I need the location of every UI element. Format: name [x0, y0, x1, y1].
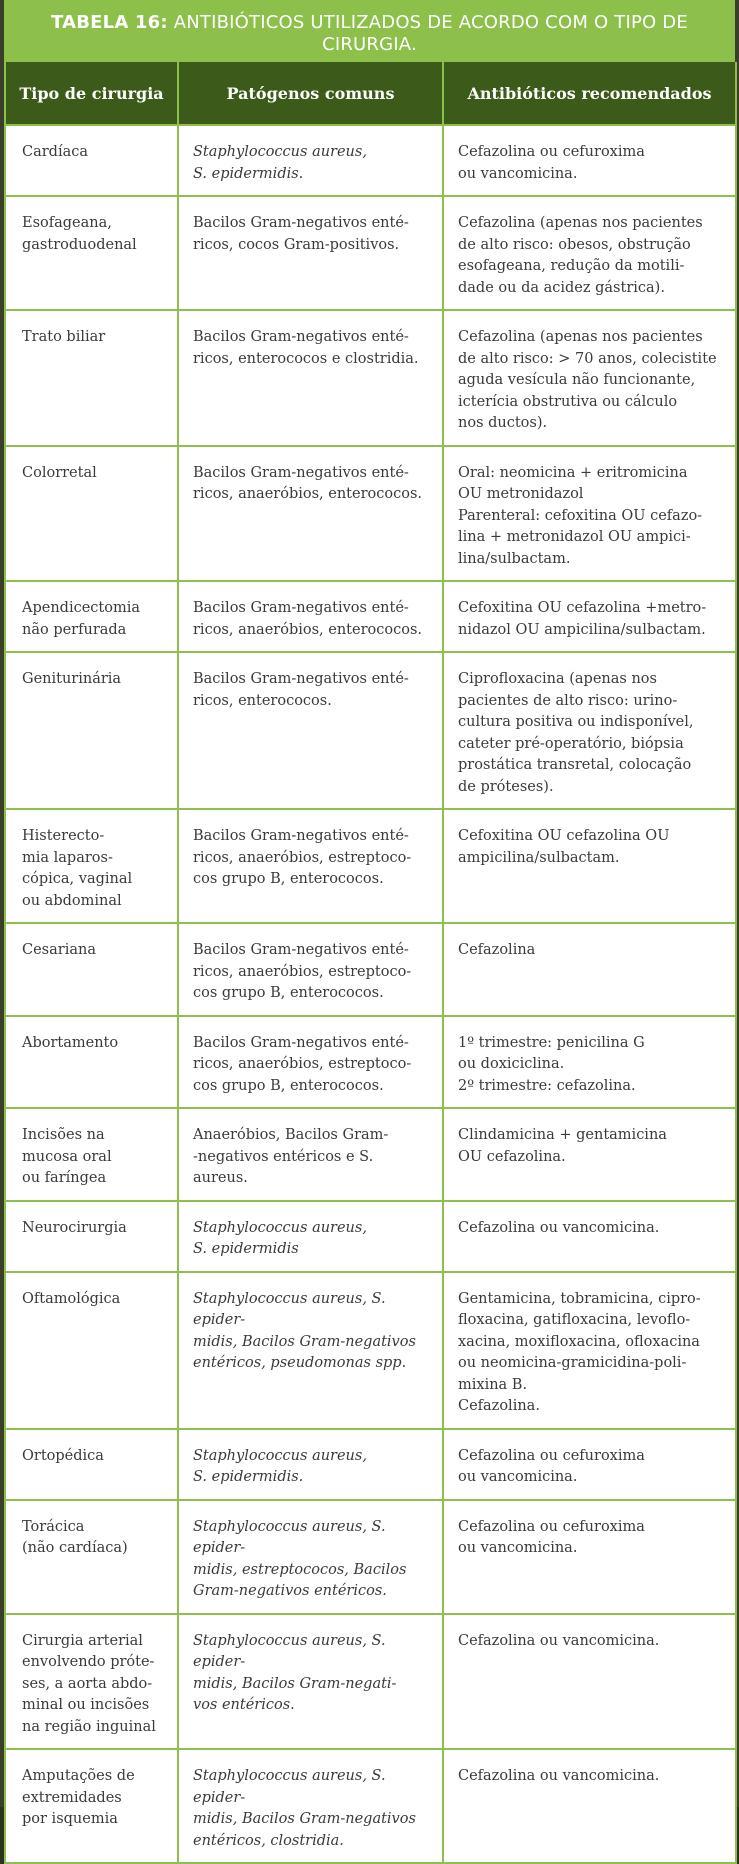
pathogens-cell — [178, 652, 443, 809]
table-row — [5, 652, 736, 809]
antibiotics-cell-text: Cefazolina ou cefuroxima ou vancomicina. — [458, 1518, 645, 1556]
antibiotics-cell-text: Ciprofloxacina (apenas nos pacientes de alto risco: urino- cultura positiva ou indisponível, cateter pré-operatório, biópsia prostática transretal, colocação de próteses). — [458, 671, 694, 795]
antibiotics-cell — [443, 1108, 736, 1201]
surgery-type-cell — [5, 923, 178, 1016]
surgery-type-cell-text: Incisões na mucosa oral ou faríngea — [22, 1127, 112, 1186]
pathogens-cell-text: Bacilos Gram-negativos enté- ricos, anaeróbios, enterococos. — [193, 600, 422, 638]
pathogens-cell — [178, 1108, 443, 1201]
antibiotics-cell — [443, 1201, 736, 1272]
pathogens-cell-text: Bacilos Gram-negativos enté- ricos, anaeróbios, estreptoco- cos grupo B, enterococos. — [193, 1034, 412, 1094]
pathogens-cell-text: Bacilos Gram-negativos enté- ricos, enterococos e clostridia. — [193, 329, 419, 367]
table-row — [5, 1500, 736, 1614]
pathogens-cell-text: Staphylococcus aureus, S. epidermidis — [193, 1219, 367, 1257]
surgery-type-cell-text: Abortamento — [22, 1034, 119, 1051]
surgery-type-cell — [5, 1614, 178, 1750]
surgery-type-cell-text: Cirurgia arterial envolvendo próte- ses, a aorta abdo- minal ou incisões na região inguinal — [22, 1632, 156, 1735]
antibiotics-cell-text: Oral: neomicina + eritromicina OU metronidazol Parenteral: cefoxitina OU cefazo- lina + metronidazol OU ampici- lina/sulbactam. — [458, 464, 703, 567]
pathogens-cell-text: Staphylococcus aureus, S. epidermidis. — [193, 144, 367, 182]
antibiotics-cell — [443, 310, 736, 446]
surgery-type-cell — [5, 581, 178, 652]
pathogens-cell-text: Bacilos Gram-negativos enté- ricos, enterococos. — [193, 671, 409, 709]
table-row — [5, 310, 736, 446]
surgery-type-cell — [5, 1201, 178, 1272]
surgery-type-cell-text: Apendicectomia não perfurada — [22, 600, 141, 638]
pathogens-cell — [178, 1016, 443, 1109]
table-row — [5, 581, 736, 652]
antibiotics-cell — [443, 1500, 736, 1614]
antibiotics-cell-text: Cefazolina (apenas nos pacientes de alto risco: obesos, obstrução esofageana, redução da motili- dade ou da acidez gástrica). — [458, 215, 703, 296]
surgery-type-cell-text: Cesariana — [22, 942, 96, 958]
surgery-type-cell — [5, 1749, 178, 1863]
header-surgery-type: Tipo de cirurgia — [5, 62, 178, 125]
antibiotics-cell — [443, 581, 736, 652]
antibiotics-cell-text: Cefoxitina OU cefazolina +metro- nidazol OU ampicilina/sulbactam. — [458, 600, 707, 638]
antibiotics-cell — [443, 196, 736, 310]
table-row — [5, 196, 736, 310]
pathogens-cell-text: Bacilos Gram-negativos enté- ricos, anaeróbios, estreptoco- cos grupo B, enterococos. — [193, 828, 412, 887]
pathogens-cell — [178, 923, 443, 1016]
table-row — [5, 1749, 736, 1863]
surgery-type-cell — [5, 1500, 178, 1614]
pathogens-cell-text: Bacilos Gram-negativos enté- ricos, cocos Gram-positivos. — [193, 215, 409, 253]
pathogens-cell — [178, 1500, 443, 1614]
pathogens-cell-text: Staphylococcus aureus, S. epidermidis. — [193, 1447, 367, 1485]
antibiotics-cell-text: Gentamicina, tobramicina, cipro- floxacina, gatifloxacina, levoflo- xacina, moxifloxacina, ofloxacina ou neomicina-gramicidina-poli- mixina B. Cefazolina. — [458, 1290, 701, 1414]
surgery-type-cell — [5, 1016, 178, 1109]
pathogens-cell — [178, 581, 443, 652]
surgery-type-cell — [5, 652, 178, 809]
antibiotics-cell-text: Cefazolina — [458, 942, 536, 958]
antibiotics-cell — [443, 446, 736, 582]
table-header-row — [5, 62, 736, 125]
antibiotics-table — [4, 62, 737, 1864]
surgery-type-cell-text: Cardíaca — [22, 144, 89, 160]
table-title-prefix: TABELA 16: — [51, 12, 168, 33]
antibiotics-cell-text: 1º trimestre: penicilina G ou doxiciclina. 2º trimestre: cefazolina. — [458, 1034, 645, 1094]
surgery-type-cell-text: Colorretal — [22, 464, 97, 481]
antibiotics-cell — [443, 923, 736, 1016]
pathogens-cell — [178, 1749, 443, 1863]
pathogens-cell — [178, 1201, 443, 1272]
antibiotics-cell — [443, 125, 736, 196]
antibiotics-cell — [443, 1016, 736, 1109]
surgery-type-cell-text: Trato biliar — [22, 329, 106, 345]
pathogens-cell — [178, 1614, 443, 1750]
antibiotics-cell-text: Clindamicina + gentamicina OU cefazolina. — [458, 1127, 667, 1165]
pathogens-cell-text: Staphylococcus aureus, S. epider- midis, estreptococos, Bacilos Gram-negativos entéricos. — [193, 1518, 407, 1599]
antibiotics-cell-text: Cefazolina ou vancomicina. — [458, 1632, 660, 1649]
table-row — [5, 1108, 736, 1201]
surgery-type-cell — [5, 1272, 178, 1429]
antibiotics-cell-text: Cefoxitina OU cefazolina OU ampicilina/sulbactam. — [458, 828, 670, 866]
pathogens-cell — [178, 196, 443, 310]
pathogens-cell-text: Bacilos Gram-negativos enté- ricos, anaeróbios, enterococos. — [193, 464, 422, 502]
surgery-type-cell — [5, 125, 178, 196]
antibiotics-cell-text: Cefazolina ou vancomicina. — [458, 1768, 660, 1784]
surgery-type-cell-text: Ortopédica — [22, 1447, 104, 1464]
surgery-type-cell — [5, 196, 178, 310]
pathogens-cell — [178, 1429, 443, 1500]
pathogens-cell — [178, 809, 443, 923]
surgery-type-cell-text: Oftamológica — [22, 1290, 121, 1307]
pathogens-cell — [178, 446, 443, 582]
antibiotics-cell — [443, 1749, 736, 1863]
table-row — [5, 1614, 736, 1750]
pathogens-cell-text: Staphylococcus aureus, S. epider- midis, Bacilos Gram-negativos entéricos, pseudomonas spp. — [193, 1290, 416, 1371]
surgery-type-cell — [5, 1429, 178, 1500]
antibiotics-cell — [443, 1614, 736, 1750]
antibiotics-cell-text: Cefazolina ou vancomicina. — [458, 1219, 660, 1236]
table-row — [5, 125, 736, 196]
antibiotics-cell — [443, 1429, 736, 1500]
antibiotics-cell — [443, 1272, 736, 1429]
header-pathogens: Patógenos comuns — [178, 62, 443, 125]
surgery-type-cell-text: Esofageana, gastroduodenal — [22, 215, 137, 253]
surgery-type-cell — [5, 310, 178, 446]
antibiotics-cell-text: Cefazolina ou cefuroxima ou vancomicina. — [458, 144, 645, 182]
pathogens-cell — [178, 125, 443, 196]
antibiotics-cell — [443, 652, 736, 809]
pathogens-cell-text: Staphylococcus aureus, S. epider- midis, Bacilos Gram-negativos entéricos, clostridia. — [193, 1768, 416, 1849]
table-row — [5, 1016, 736, 1109]
header-antibiotics: Antibióticos recomendados — [443, 62, 736, 125]
surgery-type-cell-text: Torácica (não cardíaca) — [22, 1518, 128, 1556]
pathogens-cell-text: Staphylococcus aureus, S. epider- midis, Bacilos Gram-negati- vos entéricos. — [193, 1632, 397, 1713]
pathogens-cell — [178, 1272, 443, 1429]
table-row — [5, 1429, 736, 1500]
antibiotics-cell — [443, 809, 736, 923]
table-row — [5, 809, 736, 923]
table-row — [5, 1272, 736, 1429]
pathogens-cell-text: Anaeróbios, Bacilos Gram- -negativos entéricos e S. aureus. — [193, 1127, 389, 1186]
surgery-type-cell — [5, 446, 178, 582]
surgery-type-cell — [5, 1108, 178, 1201]
table-row — [5, 446, 736, 582]
surgery-type-cell-text: Geniturinária — [22, 671, 122, 687]
pathogens-cell-text: Bacilos Gram-negativos enté- ricos, anaeróbios, estreptoco- cos grupo B, enterococos. — [193, 942, 412, 1001]
surgery-type-cell-text: Neurocirurgia — [22, 1219, 127, 1236]
table-title — [4, 0, 735, 62]
pathogens-cell — [178, 310, 443, 446]
table-row — [5, 923, 736, 1016]
surgery-type-cell — [5, 809, 178, 923]
surgery-type-cell-text: Amputações de extremidades por isquemia — [22, 1768, 135, 1827]
table-body — [5, 125, 736, 1863]
surgery-type-cell-text: Histerecto- mia laparos- cópica, vaginal ou abdominal — [22, 828, 133, 909]
table-row — [5, 1201, 736, 1272]
antibiotics-cell-text: Cefazolina ou cefuroxima ou vancomicina. — [458, 1447, 645, 1485]
table-title-text: ANTIBIÓTICOS UTILIZADOS DE ACORDO COM O TIPO DE CIRURGIA. — [173, 12, 688, 55]
antibiotics-cell-text: Cefazolina (apenas nos pacientes de alto risco: > 70 anos, colecistite aguda vesícula não funcionante, icterícia obstrutiva ou cálculo nos ductos). — [458, 329, 717, 431]
